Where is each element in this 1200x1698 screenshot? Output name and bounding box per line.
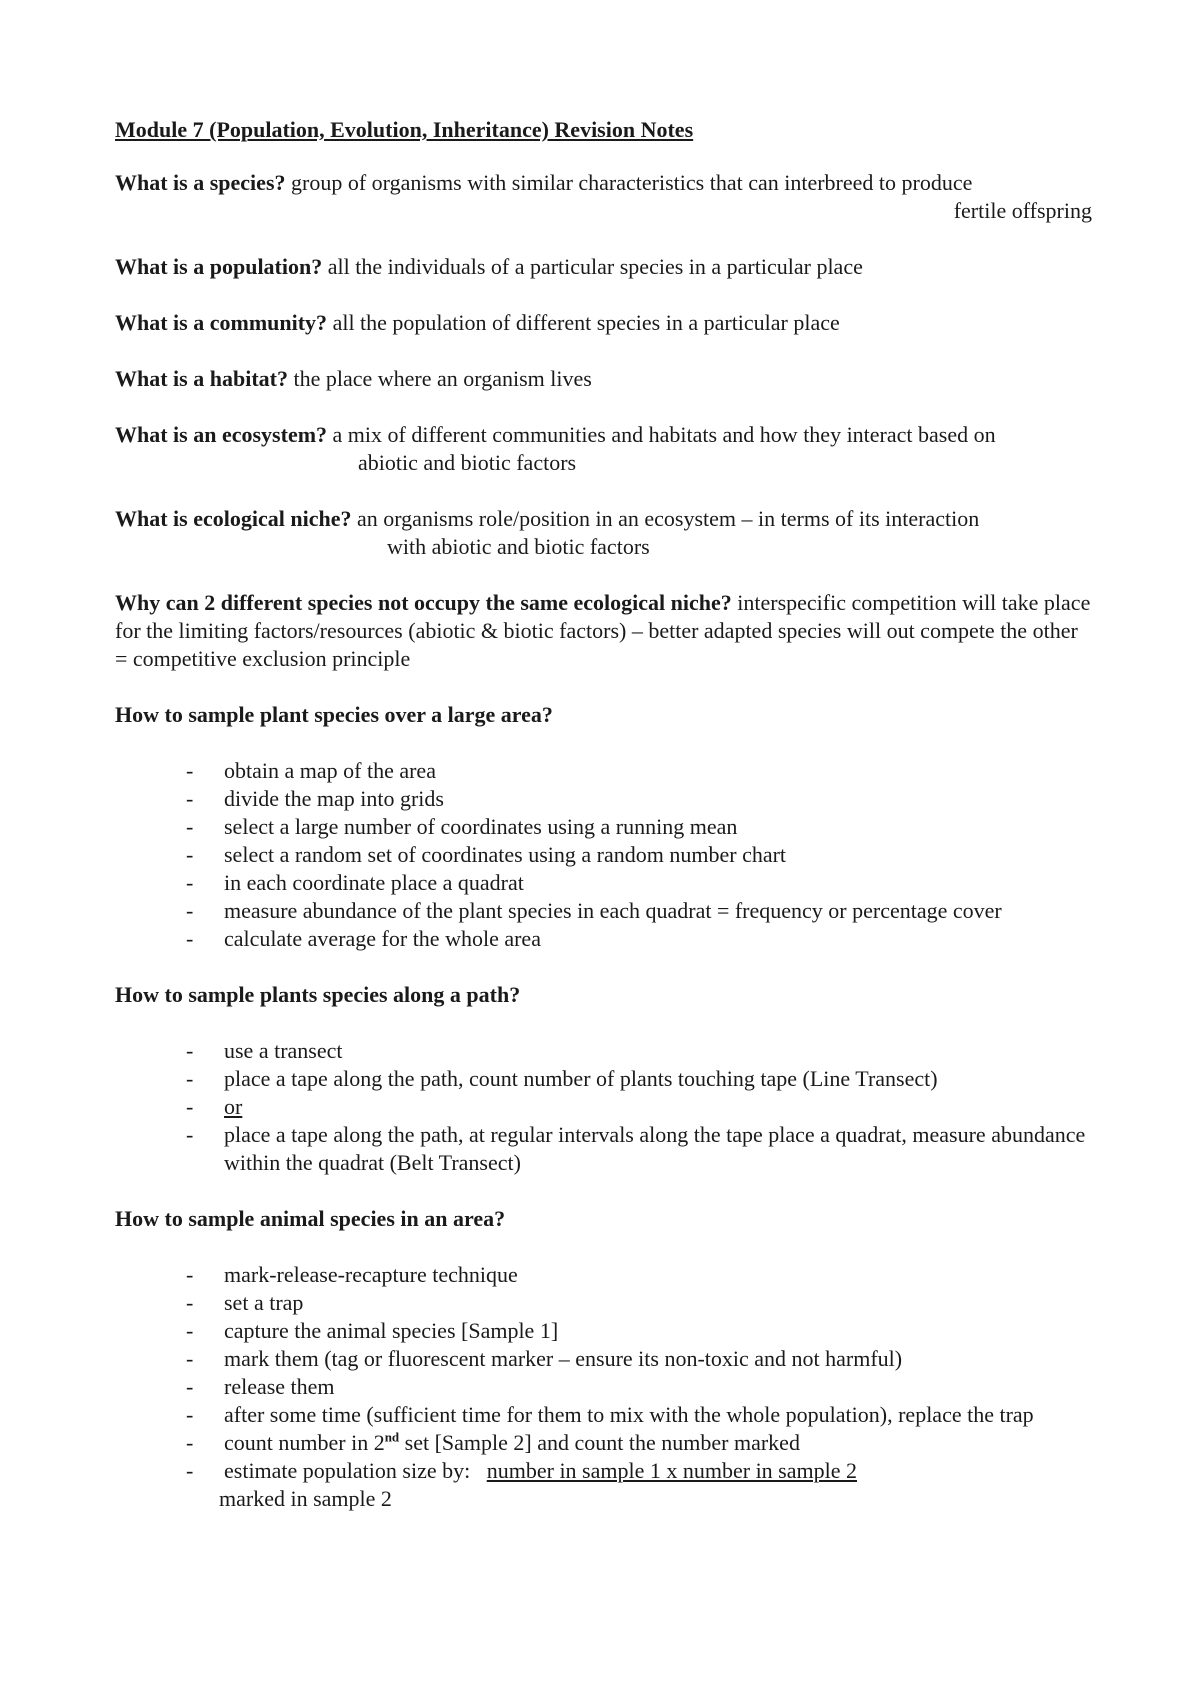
list-item: - or — [186, 1094, 243, 1119]
dash-bullet: - — [186, 1262, 194, 1287]
dash-bullet: - — [186, 926, 194, 951]
dash-bullet: - — [186, 1094, 194, 1119]
list-item: - set a trap — [186, 1290, 304, 1315]
list-item: - count number in 2nd set [Sample 2] and count the number marked — [186, 1429, 800, 1455]
question: What is a species? — [115, 170, 286, 195]
list-item: - mark them (tag or fluorescent marker – ensure its non-toxic and not harmful) — [186, 1346, 903, 1371]
dash-bullet: - — [186, 842, 194, 867]
dash-bullet: - — [186, 1346, 194, 1371]
section-heading: How to sample plant species over a large area? — [115, 702, 553, 727]
document-page — [115, 116, 1092, 1513]
formula-denominator: marked in sample 2 — [219, 1486, 392, 1511]
dash-bullet: - — [186, 898, 194, 923]
list-item: - use a transect — [186, 1038, 343, 1063]
answer: an organisms role/position in an ecosystem – in terms of its interaction — [351, 506, 980, 531]
bullet-list — [115, 1037, 1092, 1177]
answer: all the population of different species in a particular place — [327, 310, 840, 335]
list-item: - release them — [186, 1374, 335, 1399]
section-heading: How to sample plants species along a path? — [115, 982, 521, 1007]
dash-bullet: - — [186, 1430, 194, 1455]
list-item: - select a large number of coordinates using a running mean — [186, 814, 738, 839]
question: Why can 2 different species not occupy the same ecological niche? — [115, 590, 732, 615]
dash-bullet: - — [186, 814, 194, 839]
list-item: - select a random set of coordinates using a random number chart — [186, 842, 787, 867]
answer: the place where an organism lives — [287, 366, 592, 391]
dash-bullet: - — [186, 870, 194, 895]
question: What is a habitat? — [115, 366, 288, 391]
dash-bullet: - — [186, 1402, 194, 1427]
dash-bullet: - — [186, 1318, 194, 1343]
section-heading: How to sample animal species in an area? — [115, 1206, 506, 1231]
list-item: - place a tape along the path, at regular intervals along the tape place a quadrat, measure abundance within the quadrat (Belt Transect) — [186, 1122, 1086, 1175]
list-item: - capture the animal species [Sample 1] — [186, 1318, 559, 1343]
answer: a mix of different communities and habitats and how they interact based on — [327, 422, 996, 447]
list-item: - measure abundance of the plant species in each quadrat = frequency or percentage cover — [186, 898, 1002, 923]
dash-bullet: - — [186, 1290, 194, 1315]
answer-continuation: fertile offspring — [953, 198, 1092, 223]
list-item: - estimate population size by: number in sample 1 x number in sample 2 — [186, 1458, 857, 1483]
dash-bullet: - — [186, 758, 194, 783]
list-item: - divide the map into grids — [186, 786, 444, 811]
bullet-list — [115, 1261, 1092, 1485]
question: What is ecological niche? — [115, 506, 352, 531]
qa-ecological-niche — [115, 505, 1092, 561]
dash-bullet: - — [186, 786, 194, 811]
list-item: - mark-release-recapture technique — [186, 1262, 518, 1287]
list-item: - calculate average for the whole area — [186, 926, 541, 951]
answer: group of organisms with similar characteristics that can interbreed to produce — [285, 170, 973, 195]
qa-ecosystem — [115, 421, 1092, 477]
question: What is a population? — [115, 254, 323, 279]
dash-bullet: - — [186, 1458, 194, 1483]
answer-continuation: abiotic and biotic factors — [358, 450, 577, 475]
list-item: - obtain a map of the area — [186, 758, 436, 783]
list-item: - in each coordinate place a quadrat — [186, 870, 524, 895]
dash-bullet: - — [186, 1066, 194, 1091]
answer: all the individuals of a particular species in a particular place — [322, 254, 863, 279]
qa-population — [115, 253, 1092, 281]
question: What is an ecosystem? — [115, 422, 328, 447]
qa-community — [115, 309, 1092, 337]
qa-competitive-exclusion — [115, 589, 1092, 673]
list-item: - place a tape along the path, count number of plants touching tape (Line Transect) — [186, 1066, 938, 1091]
list-item: - after some time (sufficient time for them to mix with the whole population), replace the trap — [186, 1402, 1034, 1427]
bullet-list — [115, 757, 1092, 953]
dash-bullet: - — [186, 1122, 194, 1147]
qa-habitat — [115, 365, 1092, 393]
qa-species — [115, 169, 1092, 225]
formula-numerator: number in sample 1 x number in sample 2 — [486, 1458, 857, 1483]
dash-bullet: - — [186, 1038, 194, 1063]
answer-continuation: with abiotic and biotic factors — [387, 534, 650, 559]
document-title: Module 7 (Population, Evolution, Inheritance) Revision Notes — [115, 117, 694, 142]
dash-bullet: - — [186, 1374, 194, 1399]
answer: interspecific competition will take place for the limiting factors/resources (abiotic & biotic factors) – better adapted species will out compete the other = competitive exclusion principle — [115, 590, 1091, 671]
question: What is a community? — [115, 310, 328, 335]
